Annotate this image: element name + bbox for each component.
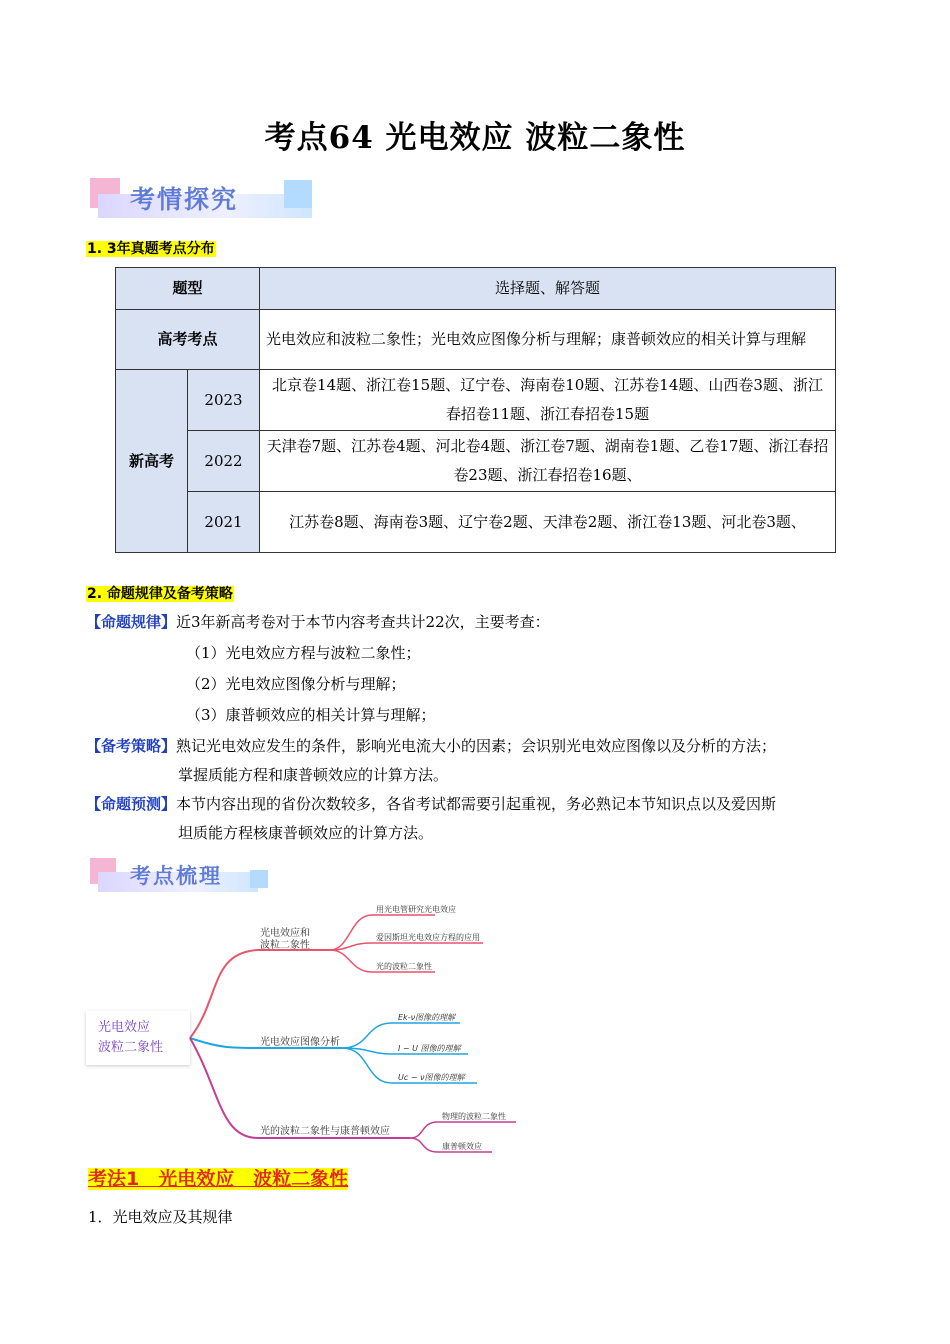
table-year-cell: 2023 xyxy=(188,370,260,431)
method-heading-text: 考法1 光电效应 波粒二象性 xyxy=(88,1168,349,1190)
mind-map-branch-label: 波粒二象性 xyxy=(260,940,310,951)
mind-map-branch-label: 光电效应和 xyxy=(260,928,310,939)
mind-map-edge xyxy=(410,1122,516,1138)
strategy-paragraph xyxy=(86,732,886,761)
section-banner-knowledge-review xyxy=(90,858,270,902)
mind-map-leaf-label: I − U 图像的理解 xyxy=(398,1044,461,1053)
mind-map-leaf-label: 光的波粒二象性 xyxy=(376,962,432,971)
mind-map-root-label: 波粒二象性 xyxy=(98,1040,164,1055)
method-heading xyxy=(88,1164,348,1191)
table-row xyxy=(116,310,836,370)
rules-paragraph xyxy=(86,608,886,637)
mind-map-branch-label: 光电效应图像分析 xyxy=(260,1037,340,1048)
strategy-tag: 【备考策略】 xyxy=(86,737,177,755)
rules-item: （2）光电效应图像分析与理解； xyxy=(186,675,406,693)
prediction-tag: 【命题预测】 xyxy=(86,795,177,813)
mind-map-edge xyxy=(190,950,330,1038)
section-banner-exam-analysis xyxy=(90,178,320,222)
mind-map-leaf-label: 康普顿效应 xyxy=(442,1142,482,1151)
section-heading-strategy xyxy=(86,583,234,603)
section-heading-text: 1. 3年真题考点分布 xyxy=(87,241,215,257)
table-cell: 光电效应和波粒二象性；光电效应图像分析与理解；康普顿效应的相关计算与理解 xyxy=(260,310,836,370)
table-cell: 江苏卷8题、海南卷3题、辽宁卷2题、天津卷2题、浙江卷13题、河北卷3题、 xyxy=(260,492,836,553)
prediction-text: 本节内容出现的省份次数较多，各省考试都需要引起重视，务必熟记本节知识点以及爱因斯 xyxy=(176,795,777,813)
banner-decoration xyxy=(250,870,268,888)
table-header-cell: 题型 xyxy=(116,268,260,310)
rules-tag: 【命题规律】 xyxy=(86,613,177,631)
banner-decoration xyxy=(284,180,312,208)
table-header-cell: 新高考 xyxy=(116,370,188,553)
strategy-text-continued: 掌握质能方程和康普顿效应的计算方法。 xyxy=(178,766,449,784)
table-row xyxy=(116,268,836,310)
table-year-cell: 2022 xyxy=(188,431,260,492)
table-cell: 选择题、解答题 xyxy=(260,268,836,310)
prediction-text-continued: 坦质能方程核康普顿效应的计算方法。 xyxy=(178,824,434,842)
section-heading-distribution xyxy=(86,238,216,258)
rules-item: （3）康普顿效应的相关计算与理解； xyxy=(186,706,436,724)
banner-title: 考情探究 xyxy=(130,185,239,214)
table-row xyxy=(116,370,836,431)
prediction-paragraph xyxy=(86,790,886,819)
mind-map-diagram xyxy=(80,900,540,1155)
mind-map-leaf-label: Uc − ν图像的理解 xyxy=(398,1073,465,1082)
mind-map-leaf-label: 用光电管研究光电效应 xyxy=(376,905,456,914)
table-header-cell: 高考考点 xyxy=(116,310,260,370)
rules-item: （1）光电效应方程与波粒二象性； xyxy=(186,644,421,662)
mind-map-branch-label: 光的波粒二象性与康普顿效应 xyxy=(260,1126,390,1137)
table-row xyxy=(116,492,836,553)
table-cell: 北京卷14题、浙江卷15题、辽宁卷、海南卷10题、江苏卷14题、山西卷3题、浙江春招卷11题、浙江春招卷15题 xyxy=(260,370,836,431)
table-year-cell: 2021 xyxy=(188,492,260,553)
mind-map-leaf-label: 物理的波粒二象性 xyxy=(442,1112,506,1121)
mind-map-leaf-label: 爱因斯坦光电效应方程的应用 xyxy=(376,933,480,942)
page-title: 考点64 光电效应 波粒二象性 xyxy=(264,120,686,156)
mind-map-root-label: 光电效应 xyxy=(98,1020,151,1035)
exam-distribution-table xyxy=(115,267,836,553)
table-row xyxy=(116,431,836,492)
table-cell: 天津卷7题、江苏卷4题、河北卷4题、浙江卷7题、湖南卷1题、乙卷17题、浙江春招卷23题、浙江春招卷16题、 xyxy=(260,431,836,492)
subheading: 1．光电效应及其规律 xyxy=(88,1208,233,1226)
mind-map-leaf-label: Ek-ν图像的理解 xyxy=(398,1013,456,1022)
banner-title: 考点梳理 xyxy=(130,864,222,888)
section-heading-text: 2. 命题规律及备考策略 xyxy=(87,586,233,602)
rules-text: 近3年新高考卷对于本节内容考查共计22次，主要考查： xyxy=(176,613,550,631)
strategy-text: 熟记光电效应发生的条件，影响光电流大小的因素；会识别光电效应图像以及分析的方法； xyxy=(176,737,777,755)
mind-map-edge xyxy=(330,943,483,950)
